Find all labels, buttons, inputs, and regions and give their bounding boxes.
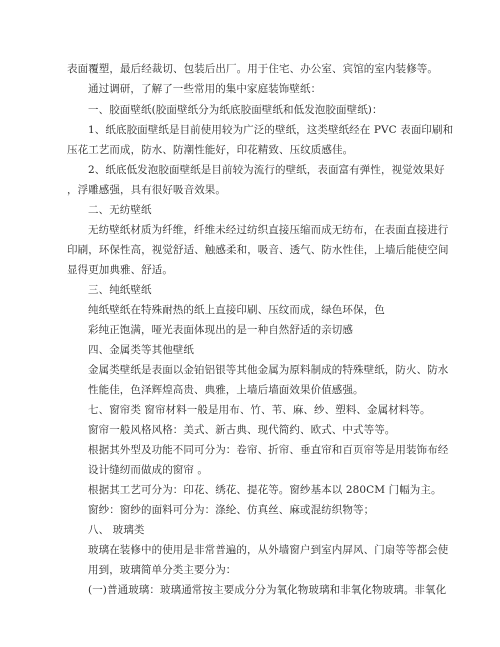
text-line: 压花工艺而成，防水、防潮性能好，印花精致、压纹质感佳。 xyxy=(67,144,354,156)
text-line: 纯纸壁纸在特殊耐热的纸上直接印刷、压纹而成，绿色环保，色 xyxy=(88,304,385,316)
text-line: 表面覆塑，最后经裁切、包装后出厂。用于住宅、办公室、宾馆的室内装修等。 xyxy=(67,63,438,75)
text-line: 彩纯正饱满，哑光表面体现出的是一种自然舒适的亲切感 xyxy=(88,324,353,336)
section-heading: 七、窗帘类 窗帘材料一般是用布、竹、苇、麻、纱、塑料、金属材料等。 xyxy=(88,404,431,416)
section-heading: 二、无纺壁纸 xyxy=(88,204,152,216)
text-line: (一)普通玻璃：玻璃通常按主要成分分为氧化物玻璃和非氧化物玻璃。非氧化 xyxy=(88,584,447,596)
text-line: ，浮雕感强，具有很好吸音效果。 xyxy=(67,184,226,196)
section-heading: 四、金属类等其他壁纸 xyxy=(88,344,194,356)
section-heading: 八、 玻璃类 xyxy=(88,524,145,536)
text-line: 显得更加典雅、舒适。 xyxy=(67,264,173,276)
text-line: 设计缝纫而做成的窗帘 。 xyxy=(88,464,209,476)
text-line: 窗纱：窗纱的面料可分为：涤纶、仿真丝、麻或混纺织物等； xyxy=(88,504,375,516)
text-line: 玻璃在装修中的使用是非常普遍的，从外墙窗户到室内屏风、门扇等等都会使 xyxy=(88,544,449,556)
section-heading: 一、胶面壁纸(胶面壁纸分为纸底胶面壁纸和低发泡胶面壁纸)： xyxy=(88,104,383,116)
text-line: 根据其外型及功能不同可分为：卷帘、折帘、垂直帘和百页帘等是用装饰布经 xyxy=(88,444,449,456)
text-line: 通过调研，了解了一些常用的集中家庭装饰壁纸： xyxy=(88,83,322,95)
text-line: 金属类壁纸是表面以金铂铝银等其他金属为原料制成的特殊壁纸，防火、防水 xyxy=(88,364,449,376)
text-line: 2、纸底低发泡胶面壁纸是目前较为流行的壁纸，表面富有弹性，视觉效果好 xyxy=(88,164,445,176)
text-line: 用到，玻璃简单分类主要分为： xyxy=(88,564,237,576)
text-line: 窗帘一般风格风格：美式、新古典、现代简约、欧式、中式等等。 xyxy=(88,424,396,436)
text-line: 无纺壁纸材质为纤维，纤维未经过纺织直接压缩而成无纺布，在表面直接进行 xyxy=(88,224,449,236)
text-line: 性能佳，色泽辉煌高贵、典雅，上墙后墙面效果价值感强。 xyxy=(88,384,364,396)
section-heading: 三、纯纸壁纸 xyxy=(88,284,152,296)
text-line: 1、纸底胶面壁纸是目前使用较为广泛的壁纸，这类壁纸经在 PVC 表面印刷和 xyxy=(88,124,454,136)
text-line: 根据其工艺可分为：印花、绣花、提花等。窗纱基本以 280CM 门幅为主。 xyxy=(88,484,442,496)
text-line: 印刷，环保性高，视觉舒适、触感柔和，吸音、透气、防水性佳，上墙后能使空间 xyxy=(67,244,449,256)
